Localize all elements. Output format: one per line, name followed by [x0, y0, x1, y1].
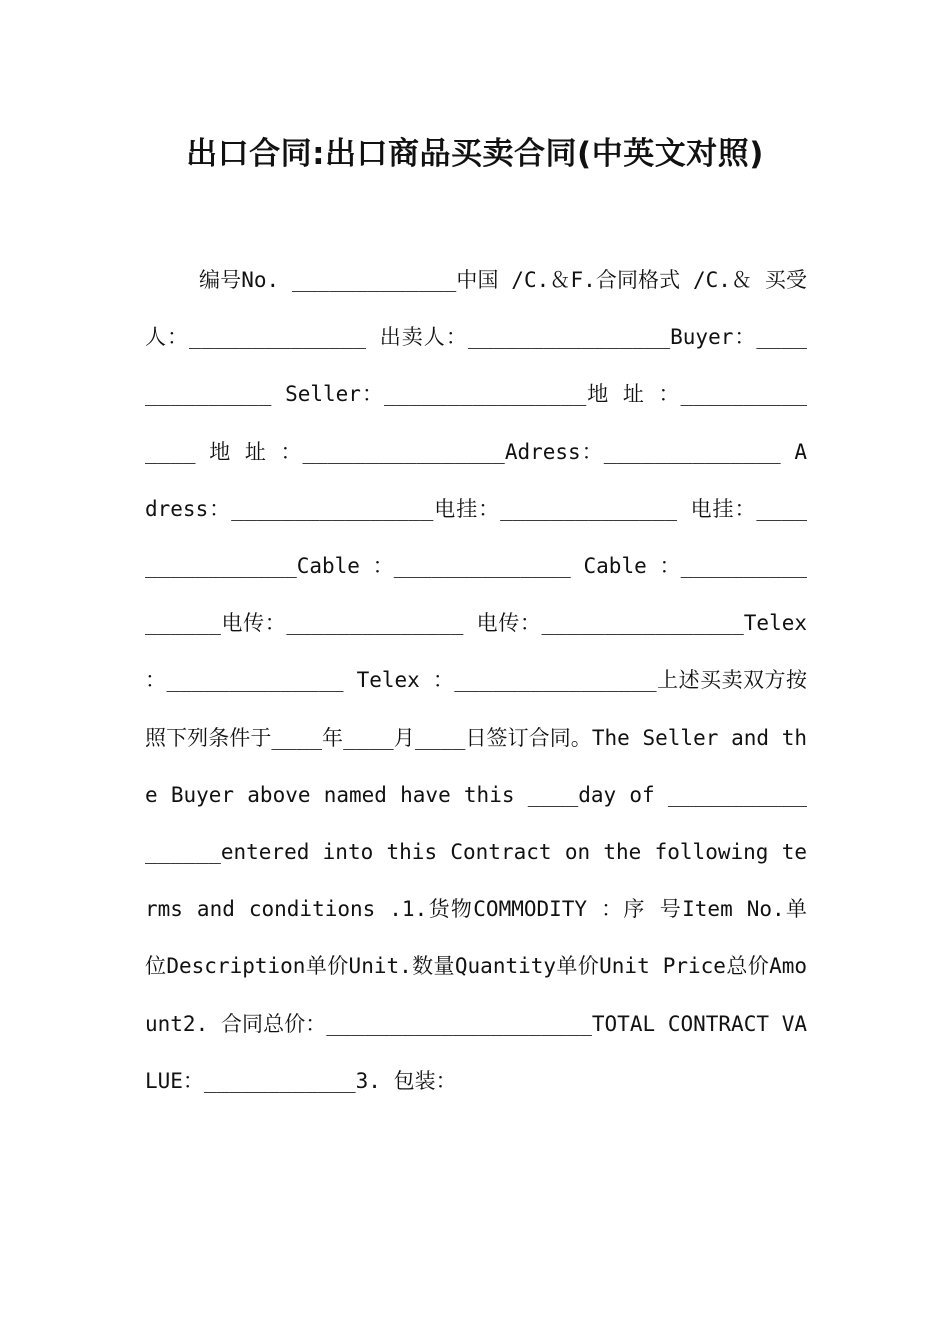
- page-title: 出口合同:出口商品买卖合同(中英文对照): [186, 136, 764, 172]
- contract-body-text: 编号No. _____________中国 /C.＆F.合同格式 /C.＆ 买受人：______________ 出卖人：________________Buyer：______________ Seller：________________地 址 ：______________ 地 址 ：________________Adress：______________ Adress：________________电挂：______________ 电挂：________________Cable ：______________ Cable ：________________电传：______________ 电传：________________Telex ：______________ Telex ：________________上述买卖双方按照下列条件于____年____月____日签订合同。The Seller and the Buyer above named have this ____day of _________________entered into this Contract on the following terms and conditions .1.货物COMMODITY ：序 号Item No.单位Description单价Unit.数量Quantity单价Unit Price总价Amount2. 合同总价：_____________________TOTAL CONTRACT VALUE：____________3. 包装：: [145, 268, 807, 1093]
